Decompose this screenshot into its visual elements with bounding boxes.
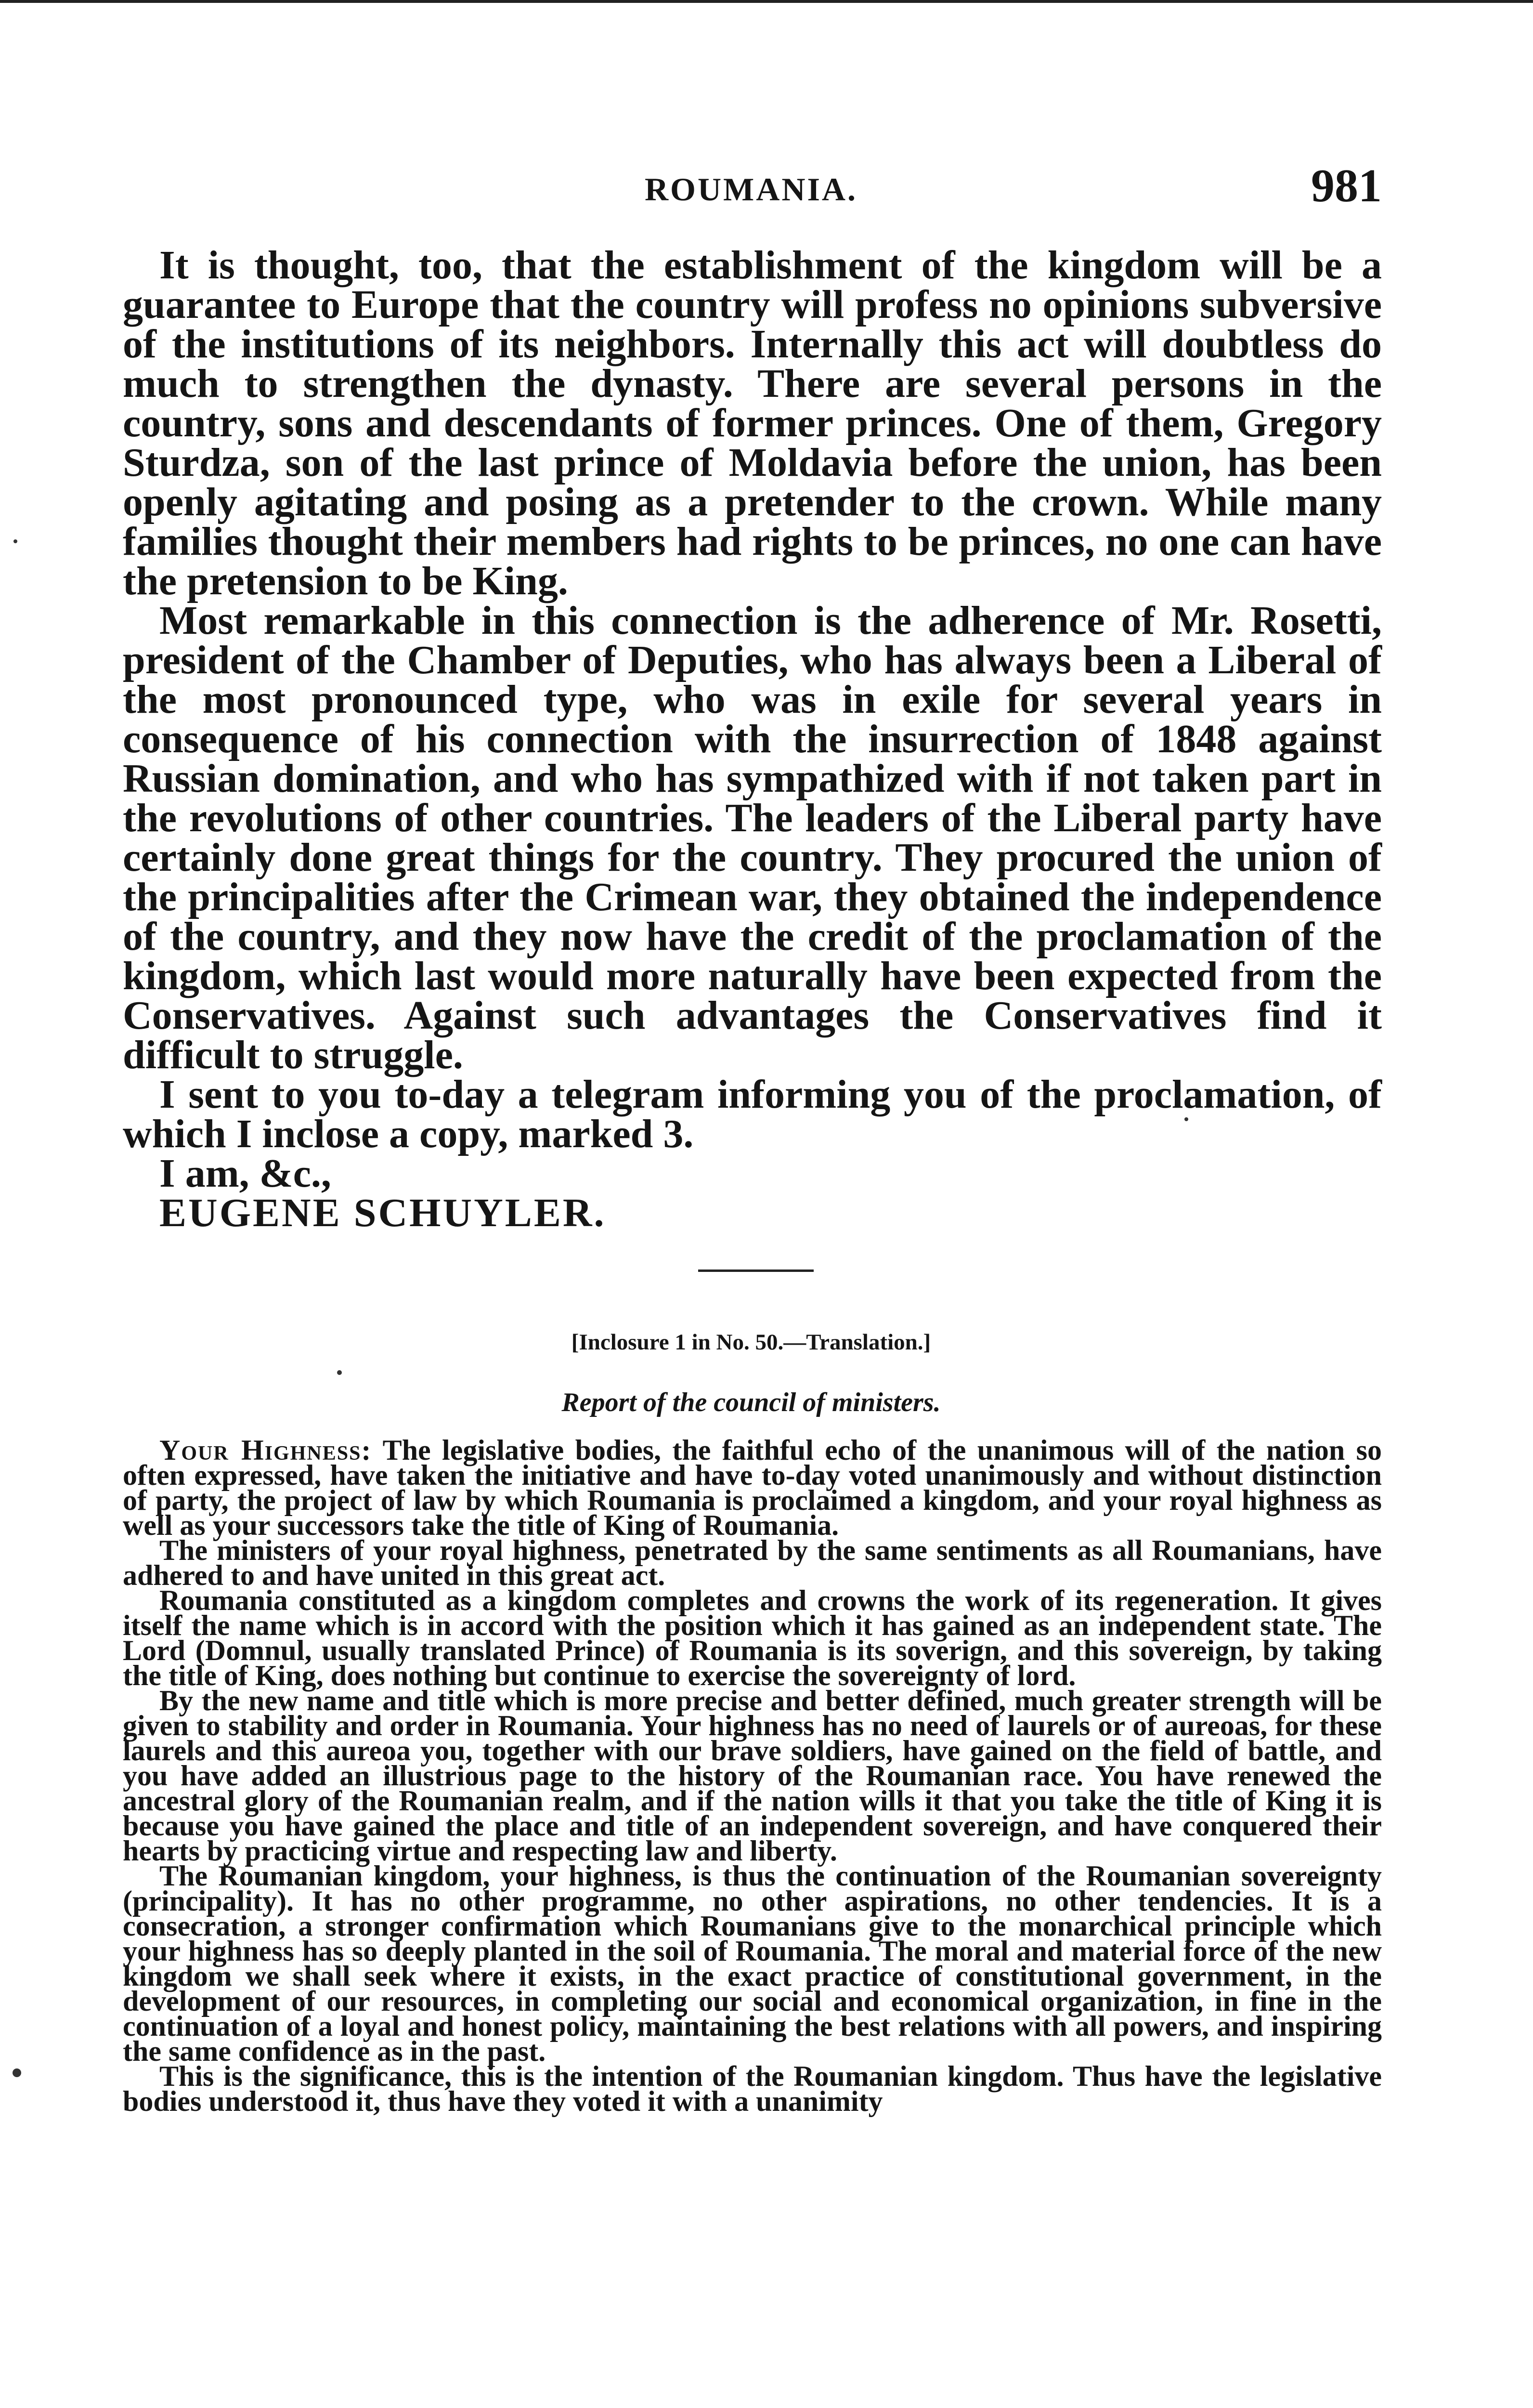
report-paragraph: The Roumanian kingdom, your highness, is thus the continuation of the Roumanian sovereignty (principality). It has no other programme, no other aspirations, no other tendencies. It is a consecration, a stronger confirmation which Roumanians give to the monarchical principle which your highness has so deeply planted in the soil of Roumania. The moral and material force of the new kingdom we shall seek where it exists, in the exact practice of constitutional government, in the development of our resources, in completing our social and economical organization, in fine in the continuation of a loyal and honest policy, maintaining the best relations with all powers, and inspiring the same confidence as in the past. [123,1860,1382,2067]
signature: EUGENE SCHUYLER. [159,1191,606,1235]
running-head [120,159,1382,212]
report-paragraph [123,1434,1382,1541]
top-rule [0,0,1533,3]
letter-closing: I am, &c., [159,1151,331,1196]
page-number: 981 [1311,160,1382,212]
report-body [123,1434,1382,2117]
report-paragraph: The ministers of your royal highness, penetrated by the same sentiments as all Roumanians, have adhered to and have united in this great act. [123,1534,1382,1591]
margin-speck [337,1370,342,1375]
report-salutation: Your Highness: [159,1434,372,1466]
letter-body [123,243,1382,1235]
report-paragraph-text: The legislative bodies, the faithful echo of the unanimous will of the nation so often expressed, have taken the initiative and have to-day voted unanimously and without distinction of party, the project of law by which Roumania is proclaimed a kingdom, and your royal highness as well as your successors take the title of King of Roumania. [123,1434,1382,1541]
letter-paragraph: It is thought, too, that the establishment of the kingdom will be a guarantee to Europe that the country will profess no opinions subversive of the institutions of its neighbors. Internally this act will doubtless do much to strengthen the dynasty. There are several persons in the country, sons and descendants of former princes. One of them, Gregory Sturdza, son of the last prince of Moldavia before the union, has been openly agitating and posing as a pretender to the crown. While many families thought their members had rights to be princes, no one can have the pretension to be King. [123,243,1382,603]
report-paragraph: Roumania constituted as a kingdom completes and crowns the work of its regeneration. It gives itself the name which is in accord with the position which it has gained as an independent state. The Lord (Domnul, usually translated Prince) of Roumania is its soverign, and this sovereign, by taking the title of King, does nothing but continue to exercise the sovereignty of lord. [123,1584,1382,1691]
enclosure-heading: [Inclosure 1 in No. 50.—Translation.] [571,1330,931,1355]
report-title: Report of the council of ministers. [561,1387,941,1417]
section-separator [698,1269,814,1272]
letter-paragraph: I sent to you to-day a telegram informing you of the proclamation, of which I inclose a copy, marked 3. [123,1072,1382,1156]
margin-speck [13,539,17,543]
report-paragraph: By the new name and title which is more precise and better defined, much greater strength will be given to stability and order in Roumania. Your highness has no need of laurels or of aureoas, for these laurels and this aureoa you, together with our brave soldiers, have gained on the field of battle, and you have added an illustrious page to the history of the Roumanian race. You have renewed the ancestral glory of the Roumanian realm, and if the nation wills it that you take the title of King it is because you have gained the place and title of an independent sovereign, and have conquered their hearts by practicing virtue and respecting law and liberty. [123,1685,1382,1867]
running-title: ROUMANIA. [644,171,858,208]
margin-speck [13,2068,21,2077]
margin-speck [1184,1117,1188,1121]
letter-paragraph: Most remarkable in this connection is the adherence of Mr. Rosetti, president of the Chamber of Deputies, who has always been a Liberal of the most pronounced type, who was in exile for several years in consequence of his connection with the insurrection of 1848 against Russian domination, and who has sympathized with if not taken part in the revolutions of other countries. The leaders of the Liberal party have certainly done great things for the country. They procured the union of the principalities after the Crimean war, they obtained the independence of the country, and they now have the credit of the proclamation of the kingdom, which last would more naturally have been expected from the Conservatives. Against such advantages the Conservatives find it difficult to struggle. [123,598,1382,1077]
report-paragraph: This is the significance, this is the intention of the Roumanian kingdom. Thus have the legislative bodies understood it, thus have they voted it with a unanimity [123,2060,1382,2117]
